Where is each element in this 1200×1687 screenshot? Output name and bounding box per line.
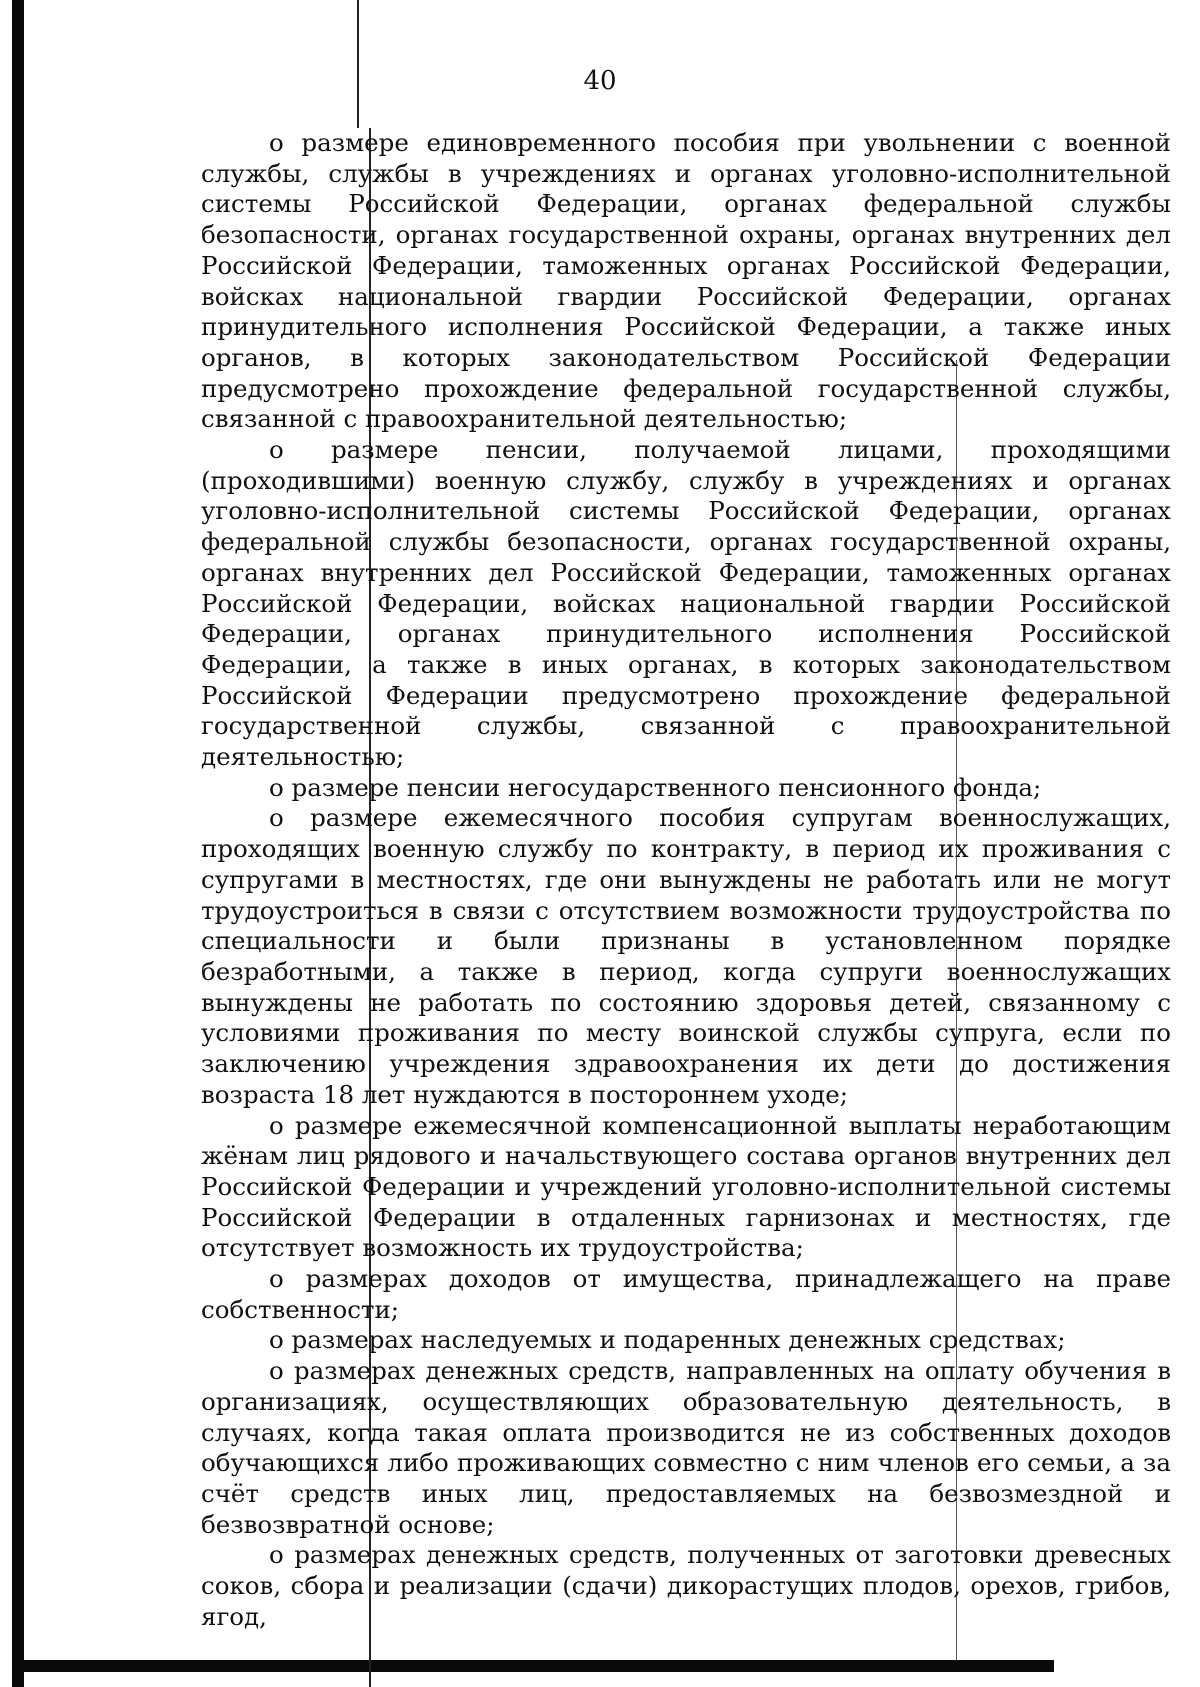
paragraph: о размере ежемесячной компенсационной выплаты неработающим жёнам лиц рядового и начальствующего состава органов внутренних дел Российской Федерации и учреждений уголовно-исполнительной системы Российской Федерации в отдаленных гарнизонах и местностях, где отсутствует возможность их трудоустройства; xyxy=(201,1110,1171,1263)
paragraph: о размерах денежных средств, направленных на оплату обучения в организациях, осуществляющих образовательную деятельность, в случаях, когда такая оплата производится не из собственных доходов обучающихся либо проживающих совместно с ним членов его семьи, а за счёт средств иных лиц, предоставляемых на безвозмездной и безвозвратной основе; xyxy=(201,1356,1171,1539)
scan-fold-line xyxy=(357,0,359,128)
paragraph: о размерах денежных средств, полученных от заготовки древесных соков, сбора и реализации (сдачи) дикорастущих плодов, орехов, грибов, ягод, xyxy=(201,1540,1171,1631)
paragraph: о размере ежемесячного пособия супругам военнослужащих, проходящих военную службу по контракту, в период их проживания с супругами в местностях, где они вынуждены не работать или не могут трудоустроиться в связи с отсутствием возможности трудоустройства по специальности и были признаны в установленном порядке безработными, а также в период, когда супруги военнослужащих вынуждены не работать по состоянию здоровья детей, связанному с условиями проживания по месту воинской службы супруга, если по заключению учреждения здравоохранения их дети до достижения возраста 18 лет нуждаются в постороннем уходе; xyxy=(201,803,1171,1109)
paragraph: о размере единовременного пособия при увольнении с военной службы, службы в учреждениях и органах уголовно-исполнительной системы Российской Федерации, органах федеральной службы безопасности, органах государственной охраны, органах внутренних дел Российской Федерации, таможенных органах Российской Федерации, войсках национальной гвардии Российской Федерации, органах принудительного исполнения Российской Федерации, а также иных органов, в которых законодательством Российской Федерации предусмотрено прохождение федеральной государственной службы, связанной с правоохранительной деятельностью; xyxy=(201,128,1171,434)
paragraph: о размерах доходов от имущества, принадлежащего на праве собственности; xyxy=(201,1264,1171,1324)
paragraph: о размере пенсии, получаемой лицами, проходящими (проходившими) военную службу, службу в учреждениях и органах уголовно-исполнительной системы Российской Федерации, органах федеральной службы безопасности, органах государственной охраны, органах внутренних дел Российской Федерации, таможенных органах Российской Федерации, войсках национальной гвардии Российской Федерации, органах принудительного исполнения Российской Федерации, а также в иных органах, в которых законодательством Российской Федерации предусмотрено прохождение федеральной государственной службы, связанной с правоохранительной деятельностью; xyxy=(201,435,1171,772)
scan-left-edge-bar xyxy=(12,0,24,1687)
document-body xyxy=(201,128,1171,1632)
paragraph: о размерах наследуемых и подаренных денежных средствах; xyxy=(269,1325,1066,1355)
paragraph: о размере пенсии негосударственного пенсионного фонда; xyxy=(269,772,1042,802)
scan-bottom-edge-bar xyxy=(24,1660,1054,1672)
page-number: 40 xyxy=(583,66,617,96)
